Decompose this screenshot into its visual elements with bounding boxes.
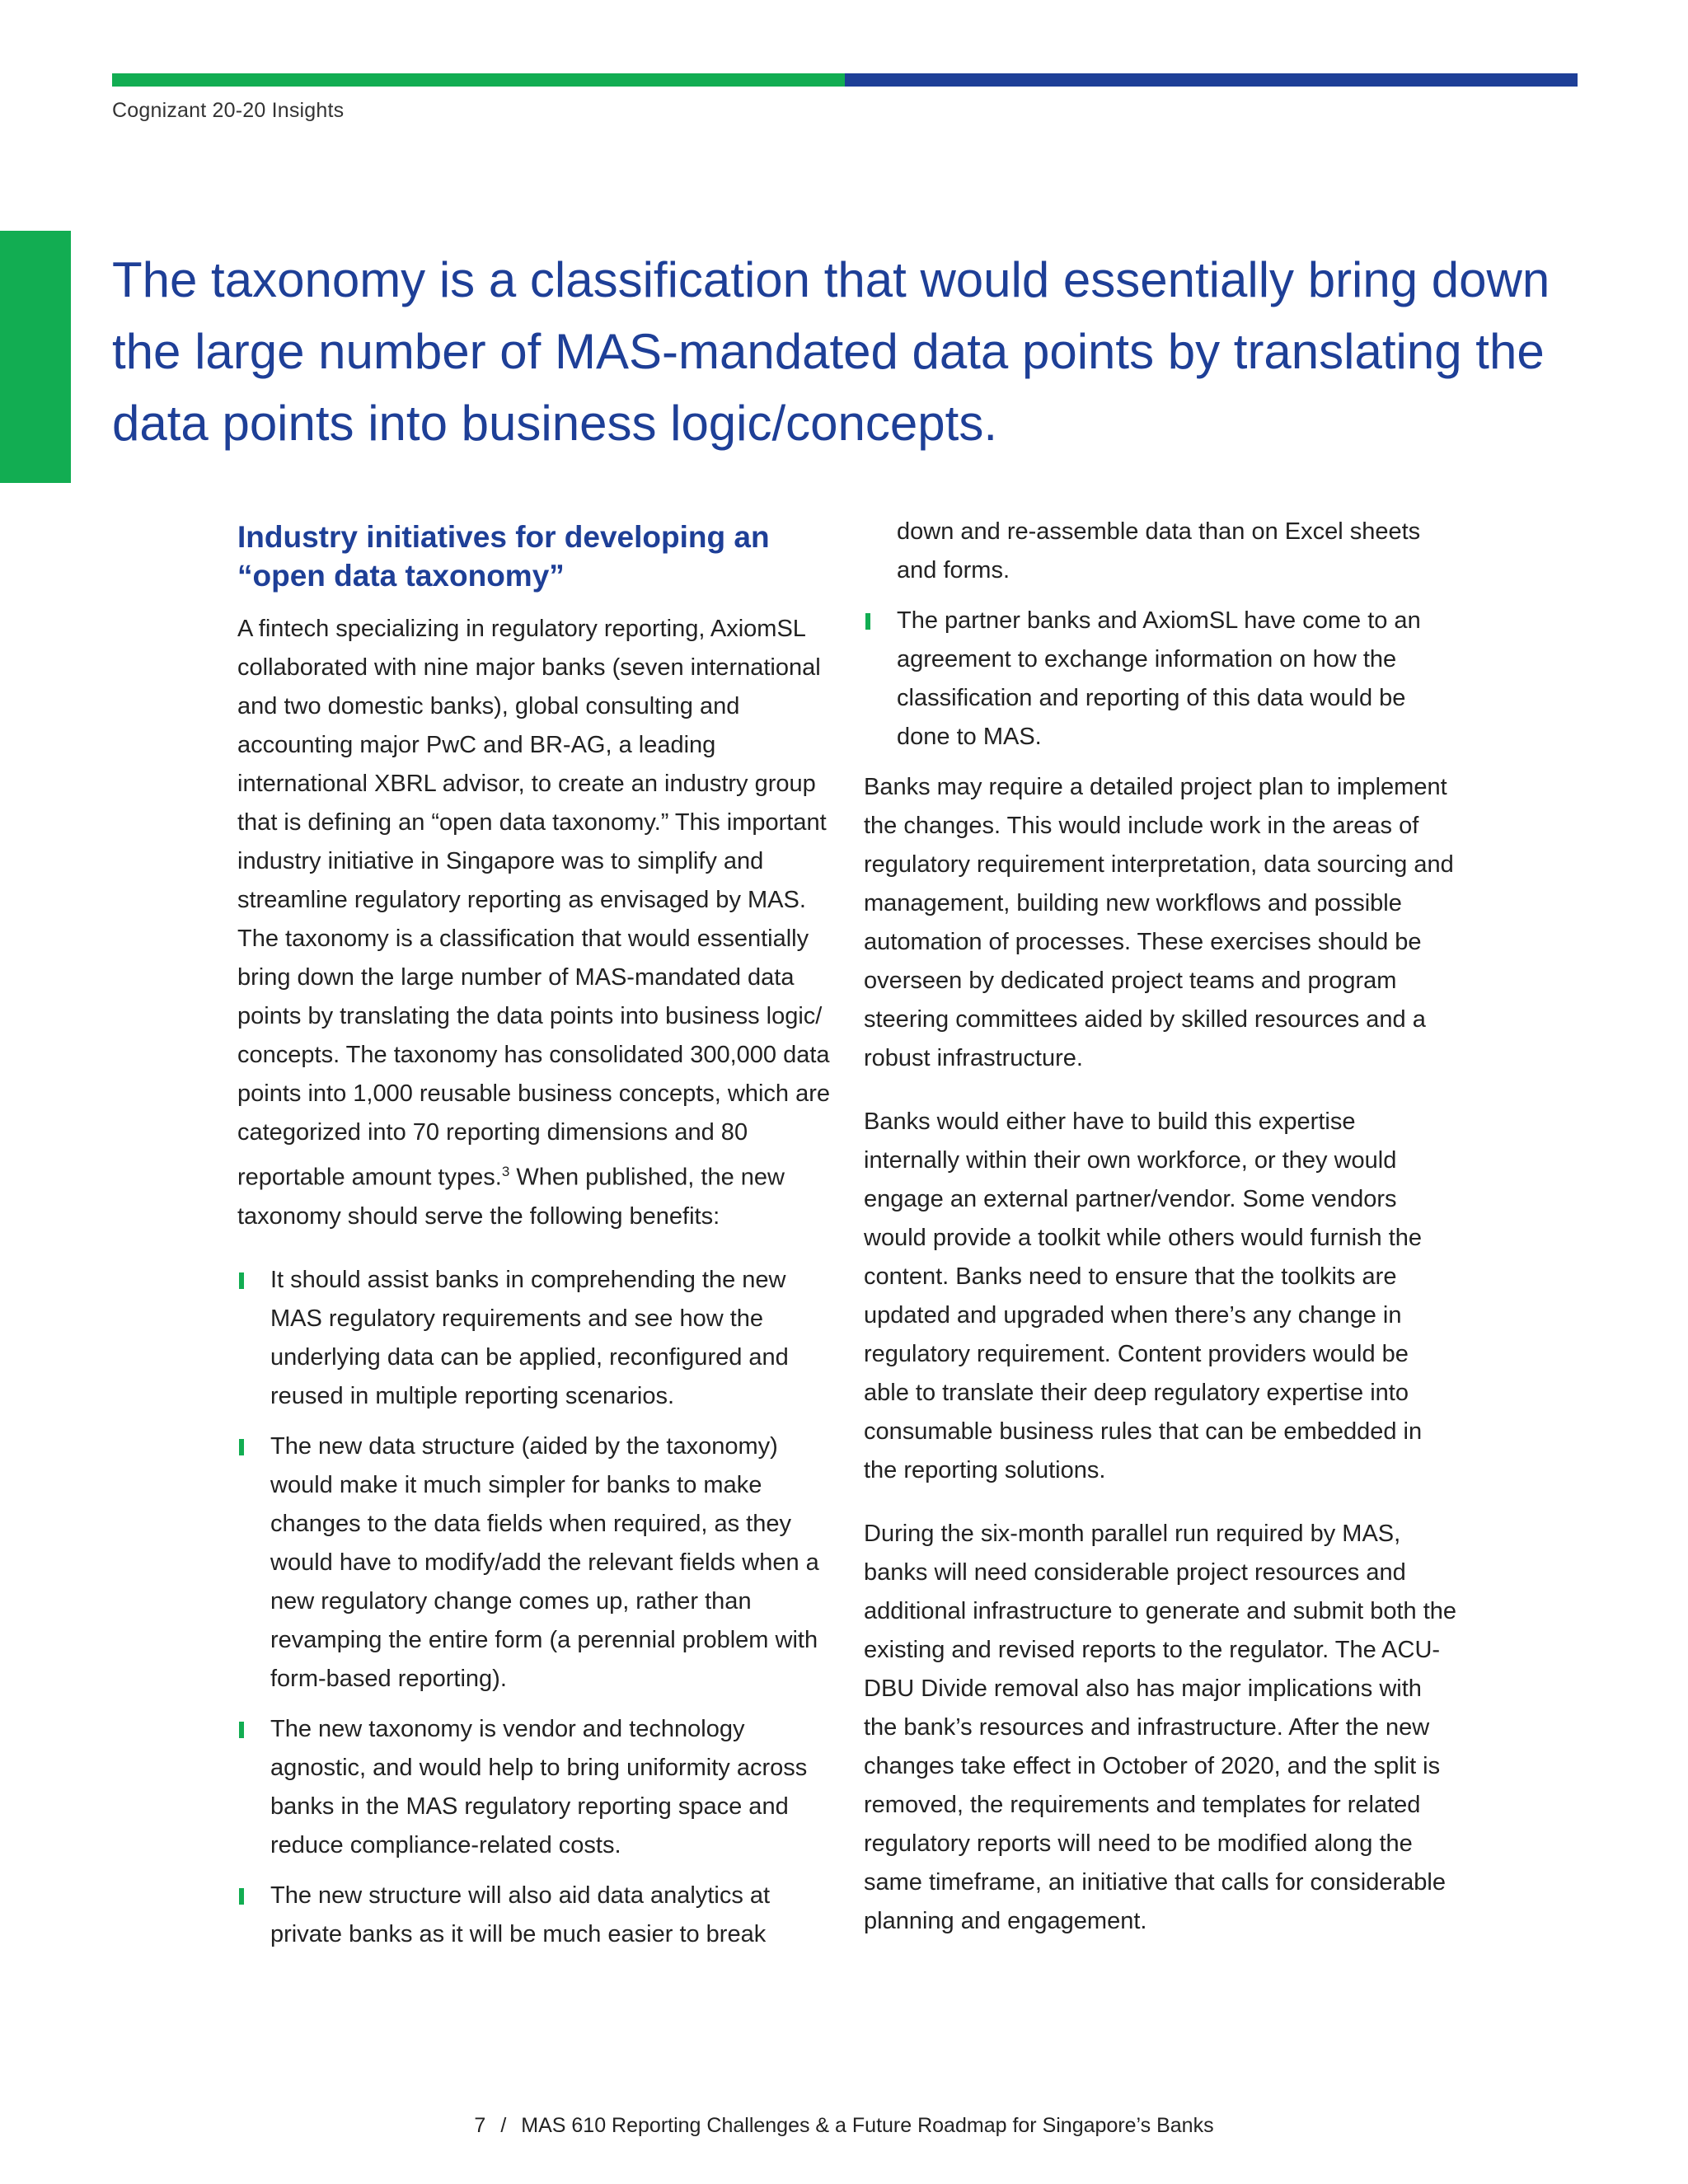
list-item <box>237 1877 831 1954</box>
bullet-marker <box>239 1888 244 1905</box>
bullet-marker <box>239 1272 244 1289</box>
footer-separator: / <box>500 2114 507 2137</box>
footnote-reference: 3 <box>501 1164 510 1179</box>
list-item-text: The new structure will also aid data analytics at private banks as it will be much easier to break <box>270 1882 771 1947</box>
project-plan-paragraph: Banks may require a detailed project plan to implement the changes. This would include work in the areas of regulatory requirement interpretation, data sourcing and management, building new workflows and possible automation of processes. These exercises should be overseen by dedicated project teams and program steering committees aided by skilled resources and a robust infrastructure. <box>864 774 1454 1071</box>
intro-paragraph-text: A fintech specializing in regulatory reporting, AxiomSL collaborated with nine major banks (seven international and two domestic banks), global consulting and accounting major PwC and BR-AG, a leading international XBRL advisor, to create an industry group that is defining an “open data taxonomy.” This important industry initiative in Singapore was to simplify and streamline regulatory reporting as envisaged by MAS. The taxonomy is a classification that would essentially bring down the large number of MAS-mandated data points by translating the data points into business logic/ concepts. The taxonomy has consolidated 300,000 data points into 1,000 reusable business concepts, which are categorized into 70 reporting dimensions and 80 reportable amount types. <box>237 616 830 1191</box>
list-item-text: It should assist banks in comprehending the new MAS regulatory requirements and see how the underlying data can be applied, reconfigured and reused in multiple reporting scenarios. <box>270 1266 789 1409</box>
parallel-run-paragraph: During the six-month parallel run required by MAS, banks will need considerable project resources and additional infrastructure to generate and submit both the existing and revised reports to the regulator. The ACU-DBU Divide removal also has major implications with the bank’s resources and infrastructure. After the new changes take effect in October of 2020, and the split is removed, the requirements and templates for related regulatory reports will need to be modified along the same timeframe, an initiative that calls for considerable planning and engagement. <box>864 1521 1457 1934</box>
bullet-marker <box>239 1439 244 1455</box>
list-item-text: The new data structure (aided by the taxonomy) would make it much simpler for banks to make changes to the data fields when required, as they would have to modify/add the relevant fields when a new regulatory change comes up, rather than revamping the entire form (a perennial problem with form-based reporting). <box>270 1432 819 1692</box>
pull-quote: The taxonomy is a classification that would essentially bring down the large number of MAS-mandated data points by translating the data points into business logic/concepts. <box>112 252 1550 451</box>
section-heading: Industry initiatives for developing an “open data taxonomy” <box>237 520 770 593</box>
list-item-text: The partner banks and AxiomSL have come to an agreement to exchange information on how the classification and reporting of this data would be done to MAS. <box>897 607 1421 750</box>
bullet-marker <box>865 613 870 630</box>
left-column <box>237 518 831 1966</box>
expertise-paragraph: Banks would either have to build this expertise internally within their own workforce, or they would engage an external partner/vendor. Some vendors would provide a toolkit while others would furnish the content. Banks need to ensure that the toolkits are updated and upgraded when there’s any change in regulatory requirement. Content providers would be able to translate their deep regulatory expertise into consumable business rules that can be embedded in the reporting solutions. <box>864 1108 1423 1483</box>
header-bar-blue <box>845 73 1578 87</box>
header-color-bar <box>112 73 1578 87</box>
list-item <box>237 1427 831 1699</box>
list-item <box>237 1710 831 1865</box>
list-item <box>864 602 1457 757</box>
page-footer <box>0 2114 1688 2138</box>
intro-paragraph <box>237 610 831 1236</box>
bullet-continuation: down and re-assemble data than on Excel sheets and forms. <box>897 518 1421 583</box>
pull-quote-accent-bar <box>0 231 71 483</box>
agreement-list <box>864 602 1457 757</box>
right-column <box>864 513 1457 1941</box>
intro-paragraph-end: When published, the new taxonomy should serve the following benefits: <box>237 1164 785 1230</box>
list-item-text: The new taxonomy is vendor and technology agnostic, and would help to bring uniformity across banks in the MAS regulatory reporting space and reduce compliance-related costs. <box>270 1715 808 1858</box>
publication-label: Cognizant 20-20 Insights <box>112 99 345 122</box>
list-item <box>237 1261 831 1416</box>
bullet-marker <box>239 1722 244 1738</box>
header-bar-green <box>112 73 845 87</box>
benefits-list <box>237 1261 831 1954</box>
document-title: MAS 610 Reporting Challenges & a Future Roadmap for Singapore’s Banks <box>521 2114 1214 2137</box>
page-number: 7 <box>474 2114 486 2137</box>
